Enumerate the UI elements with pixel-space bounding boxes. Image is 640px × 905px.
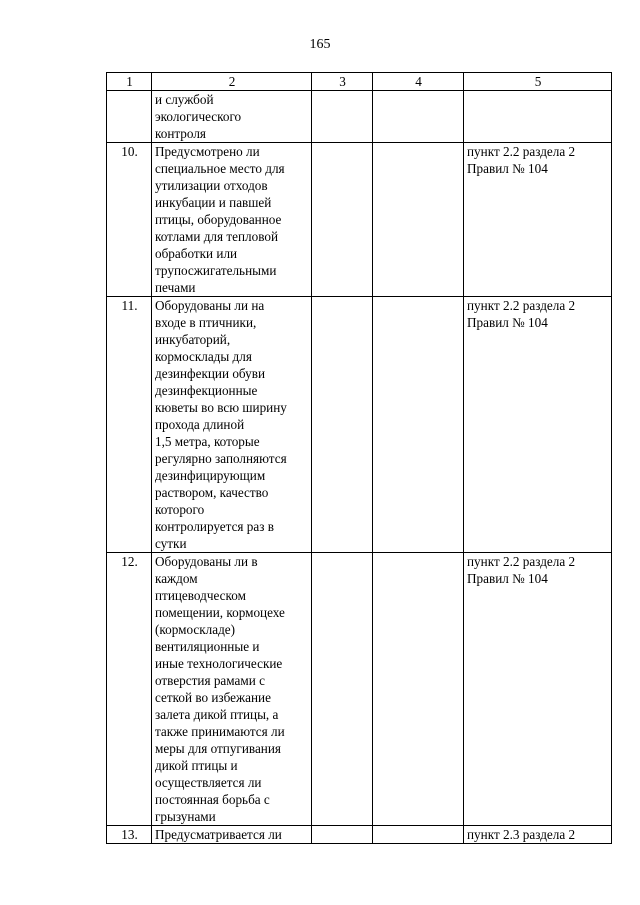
answer-cell [312,91,373,143]
note-cell [373,91,464,143]
note-cell [373,297,464,553]
reference-cell: пункт 2.2 раздела 2 Правил № 104 [464,297,612,553]
answer-cell [312,297,373,553]
header-col-2: 2 [152,73,312,91]
page-number: 165 [309,37,331,52]
row-number [107,91,152,143]
question-cell: Оборудованы ли в каждом птицеводческом помещении, кормоцехе (кормоскладе) вентиляционные и иные технологические отверстия рамами с сеткой во избежание залета дикой птицы, а также принимаются ли меры для отпугивания дикой птицы и осуществляется ли постоянная борьба с грызунами [152,553,312,826]
reference-cell: пункт 2.2 раздела 2 Правил № 104 [464,553,612,826]
answer-cell [312,553,373,826]
table-row [107,91,612,143]
table-row [107,826,612,844]
header-col-1: 1 [107,73,152,91]
note-cell [373,826,464,844]
reference-cell [464,91,612,143]
question-cell: и службой экологического контроля [152,91,312,143]
question-cell: Оборудованы ли на входе в птичники, инкубаторий, кормосклады для дезинфекции обуви дезинфекционные кюветы во всю ширину прохода длиной 1,5 метра, которые регулярно заполняются дезинфицирующим раствором, качество которого контролируется раз в сутки [152,297,312,553]
note-cell [373,143,464,297]
note-cell [373,553,464,826]
header-col-3: 3 [312,73,373,91]
row-number: 10. [107,143,152,297]
row-number: 12. [107,553,152,826]
reference-cell: пункт 2.3 раздела 2 [464,826,612,844]
row-number: 13. [107,826,152,844]
question-cell: Предусматривается ли [152,826,312,844]
header-col-5: 5 [464,73,612,91]
table-header-row [107,73,612,91]
reference-cell: пункт 2.2 раздела 2 Правил № 104 [464,143,612,297]
table-row [107,553,612,826]
table-row [107,297,612,553]
header-col-4: 4 [373,73,464,91]
question-cell: Предусмотрено ли специальное место для утилизации отходов инкубации и павшей птицы, оборудованное котлами для тепловой обработки или трупосжигательными печами [152,143,312,297]
row-number: 11. [107,297,152,553]
answer-cell [312,826,373,844]
answer-cell [312,143,373,297]
checklist-table [106,72,612,844]
table-row [107,143,612,297]
